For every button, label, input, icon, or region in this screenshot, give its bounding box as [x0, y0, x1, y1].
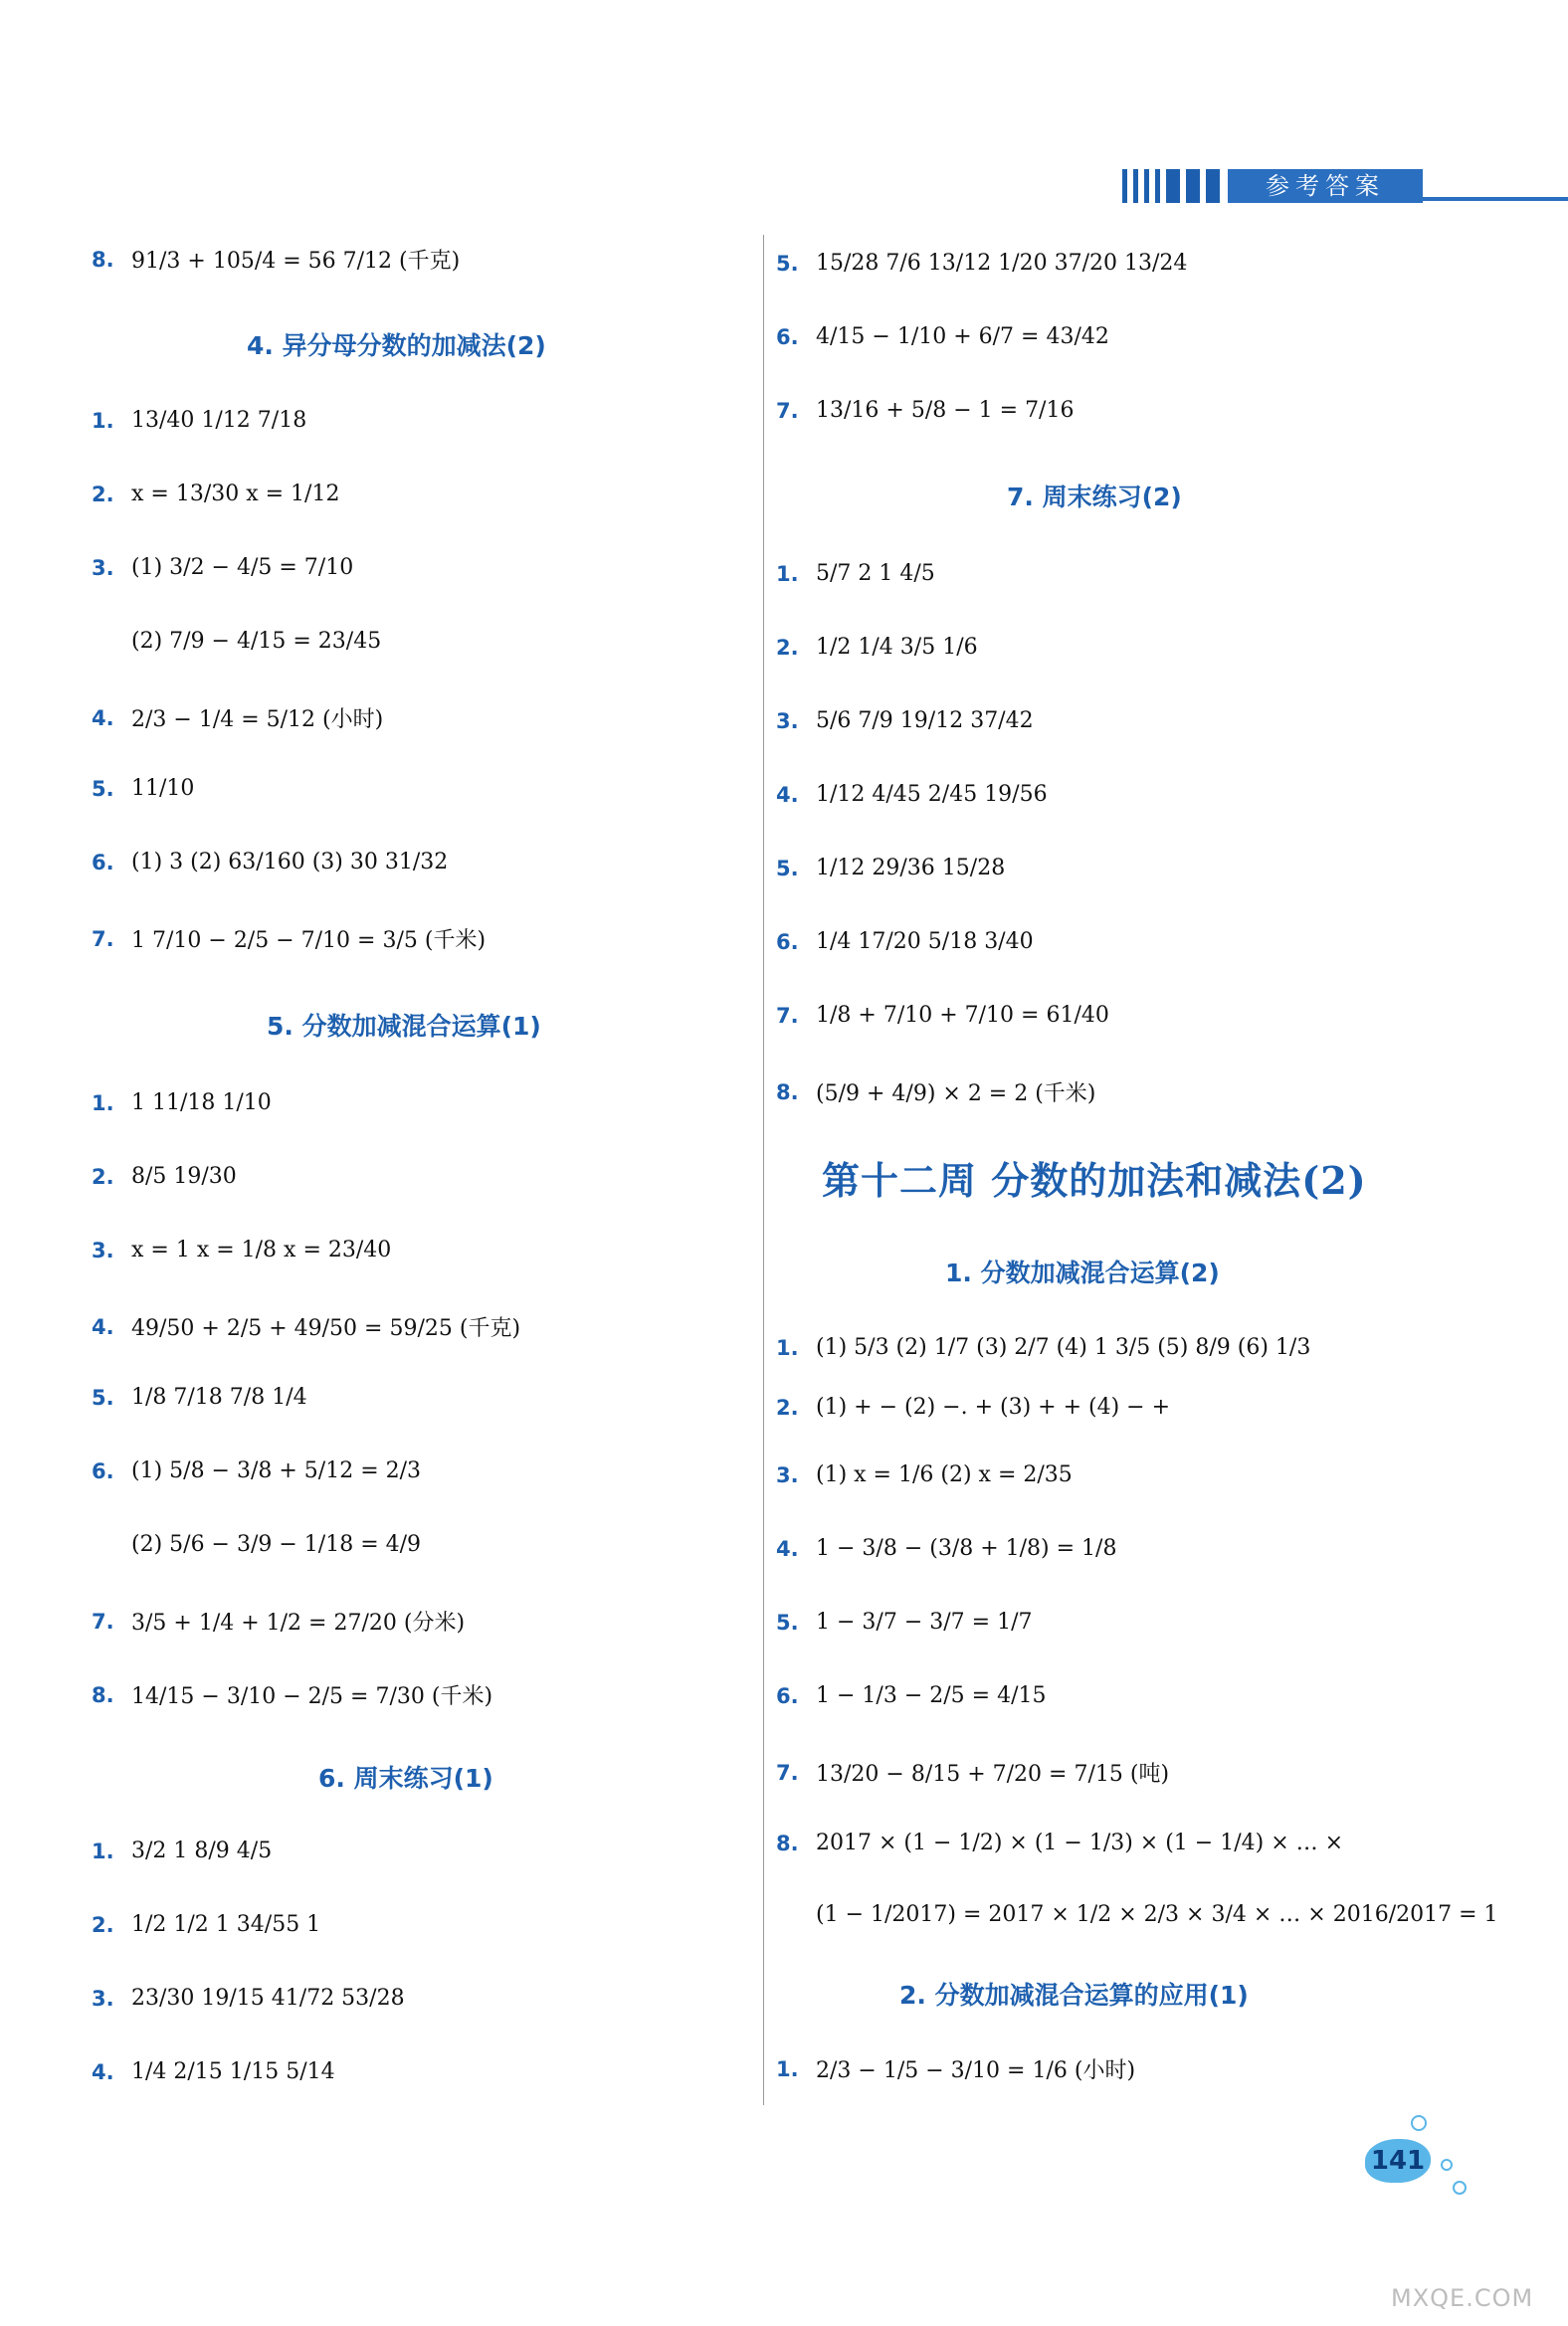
answer-line	[776, 782, 1048, 807]
answer-line	[776, 1536, 1116, 1561]
bubble-decoration	[1453, 2181, 1467, 2195]
item-text: 1 7/10 − 2/5 − 7/10 = 3/5 (千米)	[131, 928, 487, 953]
item-text: 8/5 19/30	[131, 1164, 237, 1189]
answer-line	[776, 708, 1034, 733]
item-number: 8.	[776, 1831, 799, 1855]
answer-line	[776, 2053, 1135, 2084]
answer-line	[92, 1090, 272, 1115]
item-number: 6.	[776, 1683, 799, 1708]
item-text: 1/4 2/15 1/15 5/14	[131, 2059, 335, 2084]
answer-line	[92, 555, 353, 580]
item-text: (1) 3/2 − 4/5 = 7/10	[131, 555, 354, 580]
item-number: 4.	[92, 1314, 114, 1339]
answer-line	[92, 923, 486, 954]
answer-line	[92, 2059, 335, 2084]
section-title: 7. 周末练习(2)	[1007, 483, 1182, 511]
item-text: 1/8 + 7/10 + 7/10 = 61/40	[816, 1003, 1109, 1028]
item-text: 5/6 7/9 19/12 37/42	[816, 708, 1034, 733]
item-text: 1 − 3/8 − (3/8 + 1/8) = 1/8	[816, 1536, 1117, 1561]
answer-line	[92, 1385, 307, 1410]
item-number: 5.	[92, 776, 114, 801]
item-text: 15/28 7/6 13/12 1/20 37/20 13/24	[816, 251, 1188, 276]
section-title: 1. 分数加减混合运算(2)	[945, 1259, 1220, 1287]
item-number: 6.	[92, 1458, 114, 1483]
answer-line	[776, 929, 1034, 954]
item-text: 4/15 − 1/10 + 6/7 = 43/42	[816, 324, 1109, 349]
item-text: (5/9 + 4/9) × 2 = 2 (千米)	[816, 1081, 1096, 1106]
item-number: 4.	[776, 1536, 799, 1561]
item-number: 5.	[776, 856, 799, 880]
item-text: 13/20 − 8/15 + 7/20 = 7/15 (吨)	[816, 1762, 1170, 1787]
item-text: 49/50 + 2/5 + 49/50 = 59/25 (千克)	[131, 1316, 521, 1341]
item-text: 1 − 1/3 − 2/5 = 4/15	[816, 1683, 1047, 1708]
item-text: 1/2 1/4 3/5 1/6	[816, 635, 978, 660]
item-number: 1.	[776, 1335, 799, 1360]
header-bar	[1122, 169, 1568, 203]
item-text: (1) 3 (2) 63/160 (3) 30 31/32	[131, 850, 449, 874]
item-text: 13/16 + 5/8 − 1 = 7/16	[816, 398, 1075, 423]
item-number: 4.	[92, 705, 114, 730]
answer-line	[92, 702, 383, 733]
answer-line	[92, 1679, 492, 1710]
item-text: (2) 7/9 − 4/15 = 23/45	[131, 629, 382, 654]
answer-line	[92, 482, 339, 506]
item-number: 5.	[776, 251, 799, 276]
answer-line	[776, 1902, 1498, 1927]
section-title: 2. 分数加减混合运算的应用(1)	[899, 1981, 1249, 2010]
answer-line	[776, 1462, 1073, 1487]
item-text: x = 13/30 x = 1/12	[131, 482, 340, 506]
item-text: 1/4 17/20 5/18 3/40	[816, 929, 1034, 954]
answer-line	[776, 635, 978, 660]
item-text: (1) 5/3 (2) 1/7 (3) 2/7 (4) 1 3/5 (5) 8/9 (6) 1/3	[816, 1335, 1311, 1360]
item-text: 2/3 − 1/4 = 5/12 (小时)	[131, 707, 384, 732]
answer-line	[776, 251, 1187, 276]
item-text: 3/2 1 8/9 4/5	[131, 1839, 273, 1863]
item-number: 6.	[776, 929, 799, 954]
answer-line	[92, 1532, 421, 1557]
item-number: 2.	[92, 1164, 114, 1189]
item-text: 2017 × (1 − 1/2) × (1 − 1/3) × (1 − 1/4) × … ×	[816, 1831, 1344, 1855]
item-number: 1.	[776, 561, 799, 586]
item-number: 4.	[92, 2059, 114, 2084]
answer-line	[92, 1986, 405, 2011]
item-number: 7.	[92, 926, 114, 951]
answer-line	[92, 1164, 237, 1189]
item-number: 2.	[92, 482, 114, 506]
answer-line	[776, 1831, 1343, 1855]
item-text: x = 1 x = 1/8 x = 23/40	[131, 1238, 392, 1262]
chapter-title: 第十二周 分数的加法和减法(2)	[822, 1158, 1367, 1203]
item-number: 2.	[776, 635, 799, 660]
item-text: 1 11/18 1/10	[131, 1090, 272, 1115]
answer-line	[92, 776, 194, 801]
section-title: 5. 分数加减混合运算(1)	[267, 1012, 541, 1041]
answer-line	[92, 1458, 421, 1483]
column-divider	[763, 235, 764, 2105]
item-number: 7.	[776, 398, 799, 423]
answer-line	[92, 1311, 520, 1342]
answer-line	[92, 1606, 465, 1637]
item-number: 1.	[776, 2056, 799, 2081]
answer-line	[776, 1610, 1032, 1635]
header-stripes	[1122, 169, 1220, 203]
section-title: 6. 周末练习(1)	[318, 1764, 493, 1793]
answer-line	[776, 1757, 1169, 1788]
answer-line	[776, 561, 935, 586]
answer-line	[776, 1683, 1046, 1708]
item-text: 11/10	[131, 776, 195, 801]
item-number: 3.	[776, 708, 799, 733]
item-number: 7.	[776, 1003, 799, 1028]
item-text: 1/2 1/2 1 34/55 1	[131, 1912, 321, 1937]
item-text: 23/30 19/15 41/72 53/28	[131, 1986, 405, 2011]
item-number: 5.	[776, 1610, 799, 1635]
item-number: 1.	[92, 1839, 114, 1863]
item-number: 5.	[92, 1385, 114, 1410]
item-text: (1) x = 1/6 (2) x = 2/35	[816, 1462, 1073, 1487]
item-text: 1/12 29/36 15/28	[816, 856, 1006, 880]
answer-line	[776, 1003, 1109, 1028]
bubble-decoration	[1441, 2159, 1453, 2171]
item-number: 8.	[92, 1682, 114, 1707]
item-text: 14/15 − 3/10 − 2/5 = 7/30 (千米)	[131, 1684, 493, 1709]
item-text: 1/12 4/45 2/45 19/56	[816, 782, 1048, 807]
item-number: 2.	[776, 1395, 799, 1420]
section-title: 4. 异分母分数的加减法(2)	[247, 331, 546, 360]
item-number: 6.	[92, 850, 114, 874]
item-number: 1.	[92, 408, 114, 433]
item-text: 1/8 7/18 7/8 1/4	[131, 1385, 307, 1410]
header-tab: 参考答案	[1228, 169, 1423, 203]
answer-line	[776, 856, 1005, 880]
answer-line	[776, 398, 1074, 423]
page-number: 141	[1365, 2139, 1431, 2183]
answer-line	[92, 1912, 320, 1937]
item-number: 1.	[92, 1090, 114, 1115]
answer-line	[92, 1839, 272, 1863]
item-text: (1) + − (2) −. + (3) + + (4) − +	[816, 1395, 1171, 1420]
item-number: 3.	[92, 1238, 114, 1262]
header-rule	[1423, 197, 1568, 201]
item-number: 4.	[776, 782, 799, 807]
item-number: 8.	[776, 1079, 799, 1104]
item-number: 8.	[92, 247, 114, 272]
item-text: (2) 5/6 − 3/9 − 1/18 = 4/9	[131, 1532, 422, 1557]
item-text: 2/3 − 1/5 − 3/10 = 1/6 (小时)	[816, 2058, 1136, 2083]
item-number: 3.	[92, 1986, 114, 2011]
item-number: 7.	[776, 1760, 799, 1785]
item-number: 3.	[92, 555, 114, 580]
answer-line	[92, 850, 448, 874]
watermark: MXQE.COM	[1391, 2284, 1534, 2312]
item-text: (1 − 1/2017) = 2017 × 1/2 × 2/3 × 3/4 × … × 2016/2017 = 1	[816, 1902, 1498, 1927]
item-text: 91/3 + 105/4 = 56 7/12 (千克)	[131, 249, 461, 274]
item-number: 6.	[776, 324, 799, 349]
answer-line	[776, 1395, 1170, 1420]
answer-line	[776, 324, 1109, 349]
item-text: 3/5 + 1/4 + 1/2 = 27/20 (分米)	[131, 1611, 466, 1636]
item-text: 13/40 1/12 7/18	[131, 408, 307, 433]
answer-line	[776, 1076, 1095, 1107]
answer-line	[92, 1238, 391, 1262]
answer-line	[92, 408, 306, 433]
answer-line	[776, 1335, 1310, 1360]
item-text: (1) 5/8 − 3/8 + 5/12 = 2/3	[131, 1458, 422, 1483]
item-number: 3.	[776, 1462, 799, 1487]
item-text: 1 − 3/7 − 3/7 = 1/7	[816, 1610, 1033, 1635]
answer-line	[92, 629, 381, 654]
bubble-decoration	[1411, 2115, 1427, 2131]
item-number: 2.	[92, 1912, 114, 1937]
answer-line	[92, 244, 460, 275]
item-text: 5/7 2 1 4/5	[816, 561, 935, 586]
item-number: 7.	[92, 1609, 114, 1634]
